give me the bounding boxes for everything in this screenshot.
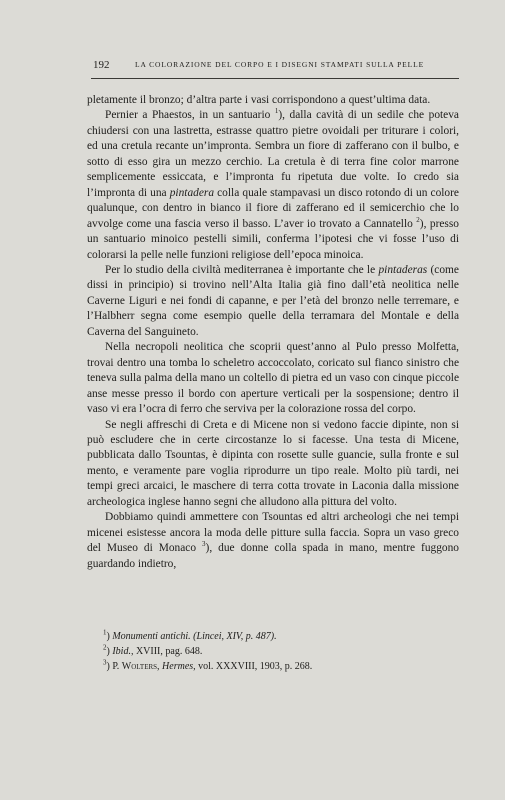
footnote: $^2$) Ibid., XVIII, pag. 648. [103, 643, 203, 657]
footnote: $^1$) Monumenti antichi. (Lincei, XIV, p. 487). [103, 628, 277, 642]
body-text [87, 93, 459, 572]
page-number: 192 [93, 59, 110, 71]
page-header [93, 59, 457, 73]
paragraph: Per lo studio della civiltà mediterranea è importante che le pintaderas (come dissi in principio) si trovino nell’Alta Italia già fino dall’età neolitica nelle Caverne Liguri e nei fondi di capanne, e per l’età del bronzo nelle terremare, e l’Halbherr segna come esempio quelle della terramara del Montale e della Caverna del Sanguineto. [87, 263, 459, 338]
footnote-ref: 2 [416, 215, 420, 224]
author-name: Wolters, [121, 661, 160, 672]
header-rule [91, 78, 459, 79]
paragraph: pletamente il bronzo; d’altra parte i vasi corrispondono a quest’ultima data. [87, 94, 431, 106]
footnote-ref: 3 [202, 540, 206, 549]
footnote-ref: 1 [274, 107, 279, 116]
paragraph: Se negli affreschi di Creta e di Micene non si vedono faccie dipinte, non si può escludere che in certe circostanze lo si facesse. Una testa di Micene, pubblicata dallo Tsountas, è dipinta con rosette sulle guancie, sulla fronte e sul mento, e veramente pare voglia riprodurre un tipo reale. Molto più tardi, nei tempi greci arcaici, le maschere di terra cotta trovate in Laconia dalla missione archeologica inglese hanno segni che alludono alla pittura del volto. [87, 418, 459, 508]
italic-term: pintaderas [378, 263, 428, 276]
italic-term: pintadera [169, 186, 215, 199]
paragraph: Nella necropoli neolitica che scoprii quest’anno al Pulo presso Molfetta, trovai dentro una tomba lo scheletro accoccolato, coricato sul fianco sinistro che teneva sulla palma della mano un coltello di pietra ed un vaso con cinque piccole anse messe presso il bordo con aperture verticali per la sospensione; dentro il vaso vi era l’ocra di ferro che serviva per la colorazione rossa del corpo. [87, 341, 459, 416]
paragraph: Dobbiamo quindi ammettere con Tsountas ed altri archeologi che nei tempi micenei esistesse ancora la moda delle pitture sulla faccia. Sopra un vaso greco del Museo di Monaco $^3$), due donne colla spada in mano, mentre fuggono guardando indietro, [87, 511, 459, 570]
footnotes [103, 629, 459, 674]
paragraph: Pernier a Phaestos, in un santuario $^1$), dalla cavità di un sedile che poteva chiudersi con una lastretta, estrasse quattro pietre ovoidali per triturare i colori, ed una cretula recante un’impronta. Sembra un fiore di zafferano con il bulbo, e sotto di esso gira un mezzo cerchio. La cretula è di terra fine color marrone semplicemente essiccata, e l’impronta fu ripetuta due volte. Io credo sia l’impronta di una pintadera colla quale stampavasi un disco rotondo di un colore qualunque, con dentro in bianco il fiore di zafferano ed il semicerchio che lo avvolge come una fascia verso il basso. L’aver io trovato a Cannatello $^2$), presso un santuario minoico pestelli simili, conferma l’ipotesi che vi fosse l’uso di colorarsi la pelle nelle funzioni religiose dell’epoca minoica. [87, 107, 459, 261]
running-title: LA COLORAZIONE DEL CORPO E I DISEGNI STAMPATI SULLA PELLE [135, 60, 425, 69]
footnote: $^3$) P. Wolters, Hermes, vol. XXXVIII, 1903, p. 268. [103, 658, 313, 672]
